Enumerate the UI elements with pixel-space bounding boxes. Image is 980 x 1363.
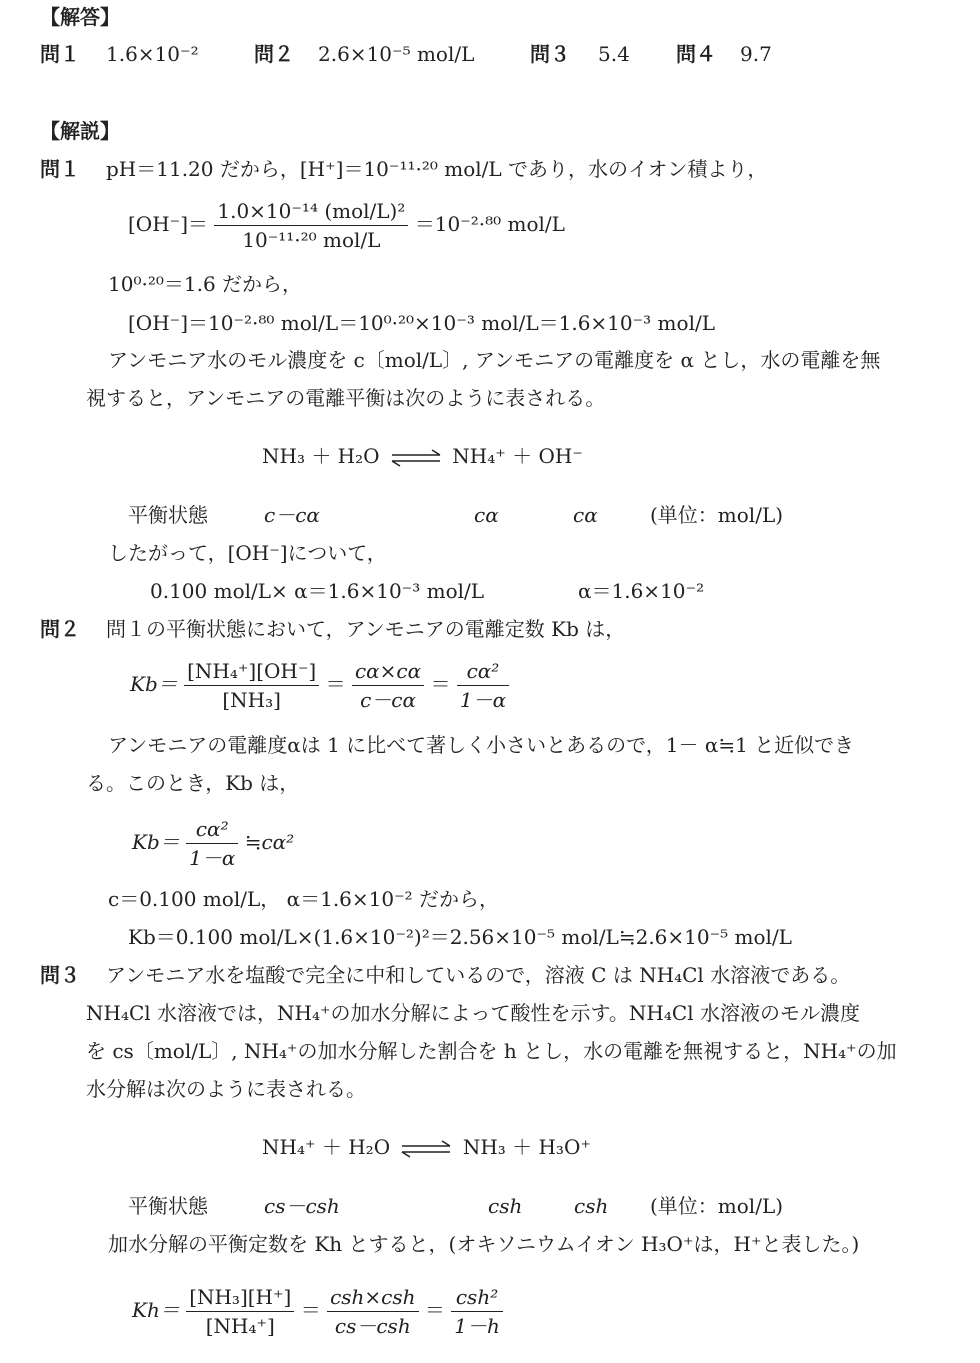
q2-label: 問２ bbox=[40, 617, 80, 641]
q3-eq-state-3: csh bbox=[574, 1194, 609, 1218]
q1-eq1-rhs: ＝10⁻²·⁸⁰ mol/L bbox=[414, 212, 565, 236]
q2-line2: アンモニアの電離度αは 1 に比べて著しく小さいとあるので，1－ α≒1 と近似でき bbox=[108, 733, 855, 757]
q1-line7a: 0.100 mol/L× α＝1.6×10⁻³ mol/L bbox=[150, 579, 485, 603]
q2-kb-r-num: cα² bbox=[457, 658, 509, 686]
q1-eq-state-unit: (単位：mol/L) bbox=[650, 503, 784, 527]
q1-line7b: α＝1.6×10⁻² bbox=[578, 579, 705, 603]
q1-line2: 10⁰·²⁰＝1.6 だから， bbox=[108, 272, 303, 296]
q1-eq1-fraction bbox=[214, 198, 408, 253]
q2-line5: Kb＝0.100 mol/L×(1.6×10⁻²)²＝2.56×10⁻⁵ mol/L≒2.6×10⁻⁵ mol/L bbox=[128, 925, 792, 949]
q3-eq-state-2: csh bbox=[488, 1194, 523, 1218]
answer-q4-label: 問４ bbox=[676, 42, 716, 66]
q2-kb2-num: cα² bbox=[186, 816, 238, 844]
q2-kb-mid-fraction bbox=[352, 658, 424, 713]
q1-line4: アンモニア水のモル濃度を c〔mol/L〕, アンモニアの電離度を α とし，水の電離を無 bbox=[108, 348, 881, 372]
q2-kb-lhs: Kb＝ bbox=[130, 672, 178, 696]
q2-kb-den: [NH₃] bbox=[222, 688, 281, 712]
q2-kb-mid-den: c－cα bbox=[360, 688, 416, 712]
q3-eq-state-unit: (単位：mol/L) bbox=[650, 1194, 784, 1218]
q2-kb2-den: 1－α bbox=[189, 846, 236, 870]
q2-kb2-lhs: Kb＝ bbox=[132, 830, 180, 854]
q3-kh-num: [NH₃][H⁺] bbox=[186, 1284, 294, 1312]
q1-eq-state-1: c－cα bbox=[264, 503, 320, 527]
q2-kb-r-den: 1－α bbox=[459, 688, 507, 712]
q2-kb-fraction bbox=[184, 658, 319, 713]
q3-kh-r-den: 1－h bbox=[454, 1314, 500, 1338]
q2-kb-equation: Kb＝ $\frac{\text{[NH₄⁺][OH⁻]}}{\text{[NH₃]}}$ ＝ $\frac{c\alpha\times c\alpha}{c-c\alpha}$ ＝ $\frac{\text{cα²}}{1-\alpha}$ bbox=[130, 658, 509, 713]
q1-eq-state-2: cα bbox=[474, 503, 499, 527]
q1-eq1-lhs: [OH⁻]＝ bbox=[128, 212, 208, 236]
q3-line1: アンモニア水を塩酸で完全に中和しているので，溶液 C は NH₄Cl 水溶液である。 bbox=[106, 963, 851, 987]
q3-rxn-left: NH₄⁺ ＋ H₂O bbox=[262, 1135, 391, 1159]
q3-rxn-right: NH₃ ＋ H₃O⁺ bbox=[462, 1135, 591, 1159]
q3-kh-mid-den: cs－csh bbox=[334, 1314, 411, 1338]
q2-kb-approx-equation bbox=[132, 816, 294, 871]
q3-kh-equation: Kh＝ $\frac{\text{[NH₃][H⁺]}}{\text{[NH₄⁺]}}$ ＝ $\frac{\text{csh×csh}}{\text{cs－csh}}$ ＝ $\frac{\text{csh²}}{1-h}$ bbox=[132, 1284, 503, 1339]
equilibrium-arrow-icon bbox=[386, 449, 446, 467]
q3-kh-mid-num: csh×csh bbox=[327, 1284, 418, 1312]
q2-kb-mid-num: cα×cα bbox=[352, 658, 424, 686]
q2-kb2-rhs: ≒cα² bbox=[244, 830, 295, 854]
q1-eq-state-label: 平衡状態 bbox=[128, 503, 208, 527]
q3-eq-state-1: cs－csh bbox=[264, 1194, 340, 1218]
equilibrium-arrow-icon bbox=[396, 1140, 456, 1158]
q2-line4: c＝0.100 mol/L， α＝1.6×10⁻² だから， bbox=[108, 887, 500, 911]
q1-line6: したがって，[OH⁻]について， bbox=[108, 541, 387, 565]
q1-reaction bbox=[262, 443, 583, 469]
answer-q4-value: 9.7 bbox=[740, 42, 772, 66]
q3-kh-mid-fraction bbox=[327, 1284, 418, 1339]
q1-eq1-num: 1.0×10⁻¹⁴ (mol/L)² bbox=[214, 198, 408, 226]
q3-line2: NH₄Cl 水溶液では，NH₄⁺の加水分解によって酸性を示す。NH₄Cl 水溶液のモル濃度 bbox=[86, 1001, 860, 1025]
q3-kh-right-fraction bbox=[451, 1284, 503, 1339]
q3-eq-state-label: 平衡状態 bbox=[128, 1194, 208, 1218]
q1-oh-equation bbox=[128, 198, 565, 253]
q1-eq1-den: 10⁻¹¹·²⁰ mol/L bbox=[242, 228, 381, 252]
q1-line5: 視すると，アンモニアの電離平衡は次のように表される。 bbox=[86, 386, 606, 410]
q2-kb-right-fraction bbox=[457, 658, 509, 713]
q3-line3: を cs〔mol/L〕, NH₄⁺の加水分解した割合を h とし，水の電離を無視すると，NH₄⁺の加 bbox=[86, 1039, 897, 1063]
q2-line1: 問１の平衡状態において，アンモニアの電離定数 Kb は， bbox=[106, 617, 626, 641]
answer-q3-label: 問３ bbox=[530, 42, 570, 66]
answer-q3-value: 5.4 bbox=[598, 42, 630, 66]
q1-rxn-left: NH₃ ＋ H₂O bbox=[262, 444, 380, 468]
answer-q1-label: 問１ bbox=[40, 42, 80, 66]
q1-rxn-right: NH₄⁺ ＋ OH⁻ bbox=[452, 444, 583, 468]
answer-heading: 【解答】 bbox=[40, 5, 120, 29]
answer-q2-label: 問２ bbox=[254, 42, 294, 66]
answer-q2-value: 2.6×10⁻⁵ mol/L bbox=[318, 42, 475, 66]
q1-label: 問１ bbox=[40, 157, 80, 181]
q2-kb-num: [NH₄⁺][OH⁻] bbox=[184, 658, 319, 686]
q3-kh-fraction bbox=[186, 1284, 294, 1339]
q3-label: 問３ bbox=[40, 963, 80, 987]
q1-eq-state-3: cα bbox=[573, 503, 598, 527]
q2-line3: る。このとき，Kb は， bbox=[86, 771, 300, 795]
q3-line4: 水分解は次のように表される。 bbox=[86, 1077, 366, 1101]
q1-line3: [OH⁻]＝10⁻²·⁸⁰ mol/L＝10⁰·²⁰×10⁻³ mol/L＝1.6×10⁻³ mol/L bbox=[128, 311, 715, 335]
explanation-heading: 【解説】 bbox=[40, 119, 120, 143]
q3-line5: 加水分解の平衡定数を Kh とすると，(オキソニウムイオン H₃O⁺は，H⁺と表した。) bbox=[108, 1232, 860, 1256]
q1-line1: pH＝11.20 だから，[H⁺]＝10⁻¹¹·²⁰ mol/L であり，水のイオン積より， bbox=[106, 157, 768, 181]
q3-kh-lhs: Kh＝ bbox=[132, 1298, 180, 1322]
answer-q1-value: 1.6×10⁻² bbox=[106, 42, 199, 66]
q2-kb2-fraction bbox=[186, 816, 238, 871]
q3-kh-r-num: csh² bbox=[451, 1284, 503, 1312]
q3-reaction bbox=[262, 1134, 591, 1160]
q3-kh-den: [NH₄⁺] bbox=[205, 1314, 275, 1338]
